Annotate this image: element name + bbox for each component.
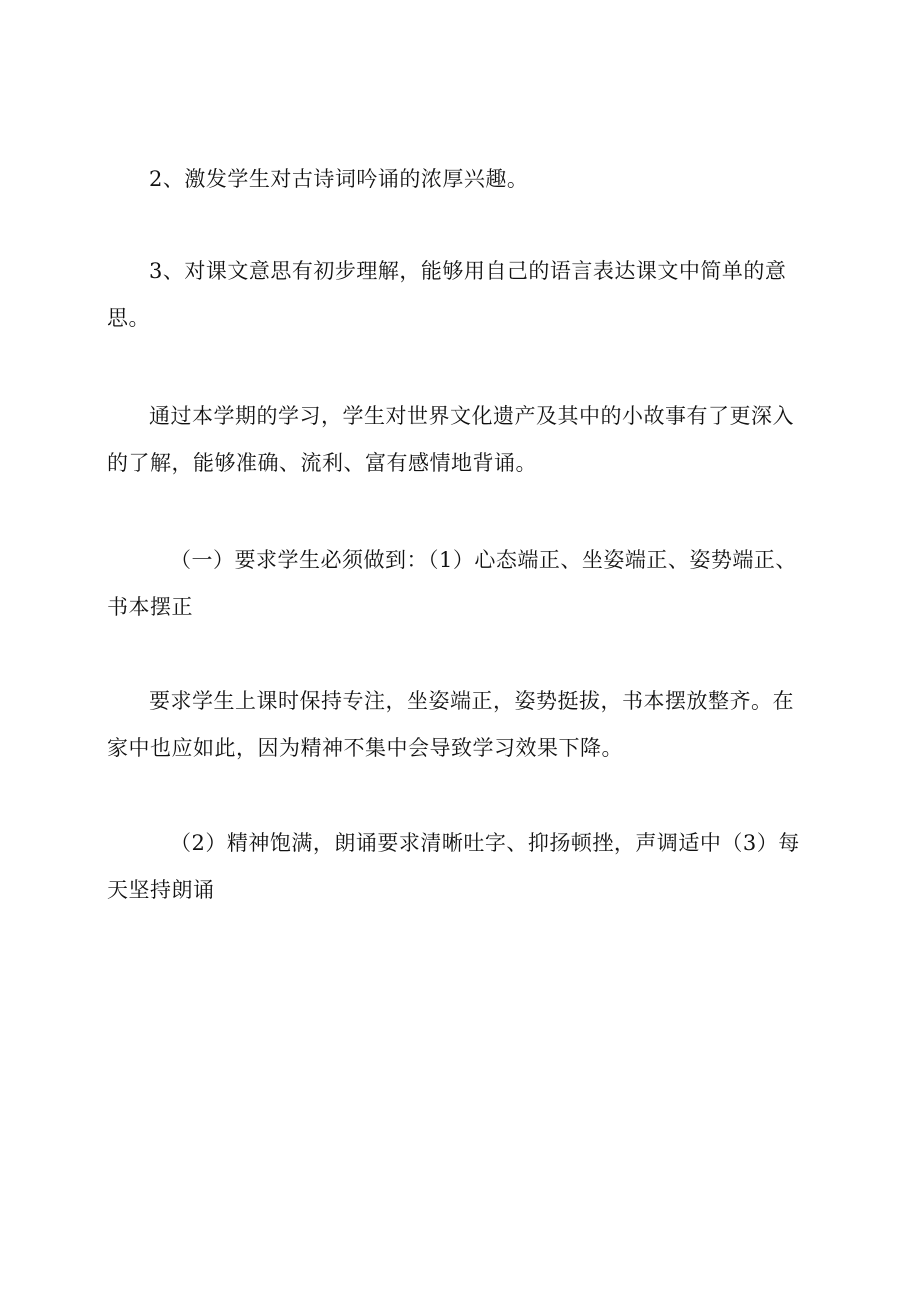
paragraph-requirements-detail: 要求学生上课时保持专注，坐姿端正，姿势挺拔，书本摆放整齐。在家中也应如此，因为精神不集中会导致学习效果下降。	[107, 689, 794, 760]
paragraph-summary: 通过本学期的学习，学生对世界文化遗产及其中的小故事有了更深入的了解，能够准确、流利、富有感情地背诵。	[107, 404, 794, 475]
paragraph-requirements-2-3: （2）精神饱满，朗诵要求清晰吐字、抑扬顿挫，声调适中（3）每天坚持朗诵	[107, 831, 800, 902]
paragraph-requirements-1: （一）要求学生必须做到：（1）心态端正、坐姿端正、姿势端正、书本摆正	[107, 548, 797, 619]
paragraph-goal-2: 2、激发学生对古诗词吟诵的浓厚兴趣。	[149, 167, 529, 191]
paragraph-goal-3: 3、对课文意思有初步理解，能够用自己的语言表达课文中简单的意思。	[107, 259, 787, 330]
